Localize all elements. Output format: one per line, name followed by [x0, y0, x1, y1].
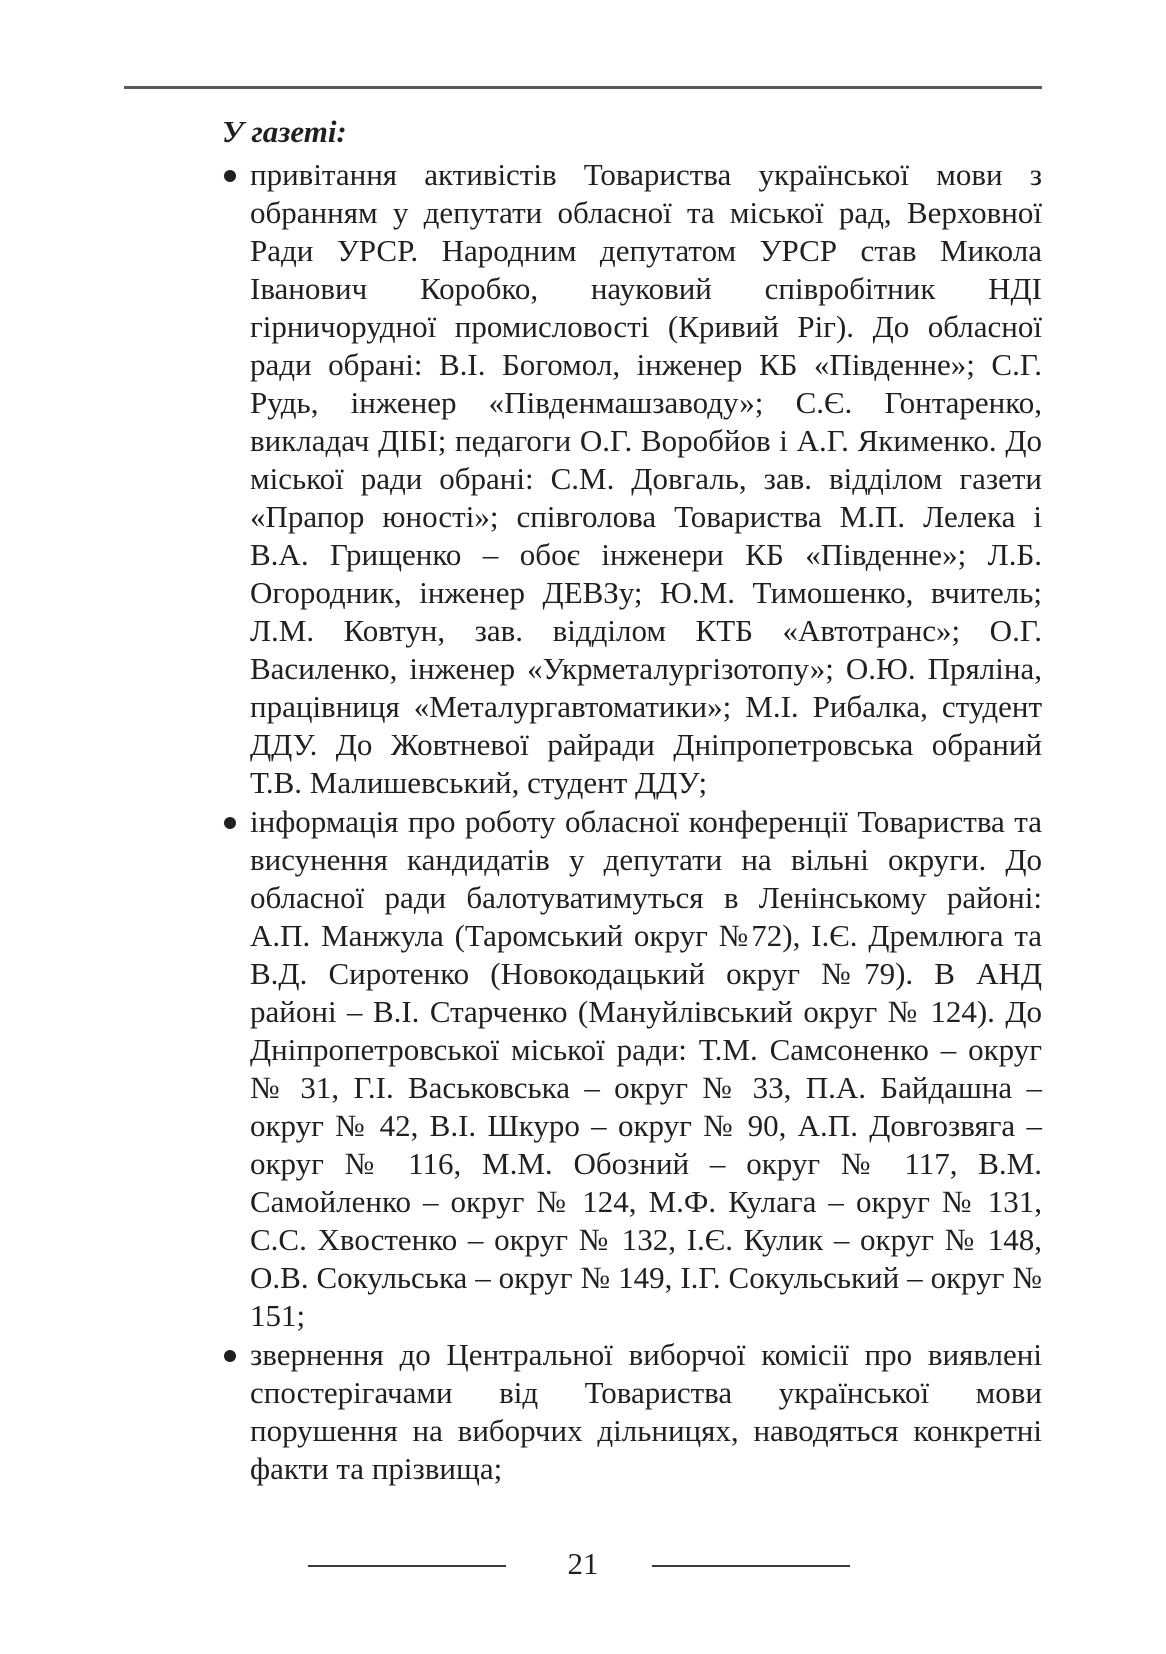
bullet-icon — [224, 817, 236, 829]
page-number: 21 — [567, 1546, 599, 1581]
footer-rule-right — [652, 1565, 850, 1567]
list-item — [222, 156, 1042, 802]
page-footer — [0, 1544, 1166, 1584]
top-rule — [124, 86, 1042, 89]
section-heading: У газеті: — [222, 114, 347, 149]
list-item-text: звернення до Центральної виборчої комісії про виявлені спостерігачами від Товариства української мови порушення на виборчих дільницях, наводяться конкретні факти та прізвища; — [250, 1337, 1042, 1486]
list-item — [222, 1336, 1042, 1488]
bullet-icon — [224, 1350, 236, 1362]
list-item-text: інформація про роботу обласної конференції Товариства та висунення кандидатів у депутати на вільні округи. До обласної ради балотуватимуться в Ленінському районі: А.П. Манжула (Таромський округ №72), І.Є. Дремлюга та В.Д. Сиротенко (Новокодацький округ №79). В АНД районі – В.І. Старченко (Мануйлівський округ № 124). До Дніпропетровської міської ради: Т.М. Самсоненко – округ № 31, Г.І. Васьковська – округ № 33, П.А. Байдашна – округ № 42, В.І. Шкуро – округ № 90, А.П. Довгозвяга – округ № 116, М.М. Обозний – округ № 117, В.М. Самойленко – округ № 124, М.Ф. Кулага – округ № 131, С.С. Хвостенко – округ № 132, І.Є. Кулик – округ № 148, О.В. Сокульська – округ № 149, І.Г. Сокульський – округ № 151; — [250, 804, 1042, 1333]
bullet-icon — [224, 170, 236, 182]
list-item — [222, 803, 1042, 1335]
bullet-list — [222, 156, 1042, 1489]
list-item-text: привітання активістів Товариства української мови з обранням у депутати обласної та міської рад, Верховної Ради УРСР. Народним депутатом УРСР став Микола Іванович Коробко, науковий співробітник НДІ гірничорудної промисловості (Кривий Ріг). До обласної ради обрані: В.І. Богомол, інженер КБ «Південне»; С.Г. Рудь, інженер «Південмашзаводу»; С.Є. Гонтаренко, викладач ДІБІ; педагоги О.Г. Воробйов і А.Г. Якименко. До міської ради обрані: С.М. Довгаль, зав. відділом газети «Прапор юності»; співголова Товариства М.П. Лелека і В.А. Грищенко – обоє інженери КБ «Південне»; Л.Б. Огородник, інженер ДЕВЗу; Ю.М. Тимошенко, вчитель; Л.М. Ковтун, зав. відділом КТБ «Автотранс»; О.Г. Василенко, інженер «Укрметалургізотопу»; О.Ю. Пряліна, працівниця «Металургавтоматики»; М.І. Рибалка, студент ДДУ. До Жовтневої райради Дніпропетровська обраний Т.В. Малишевський, студент ДДУ; — [250, 157, 1042, 800]
footer-rule-left — [308, 1565, 506, 1567]
